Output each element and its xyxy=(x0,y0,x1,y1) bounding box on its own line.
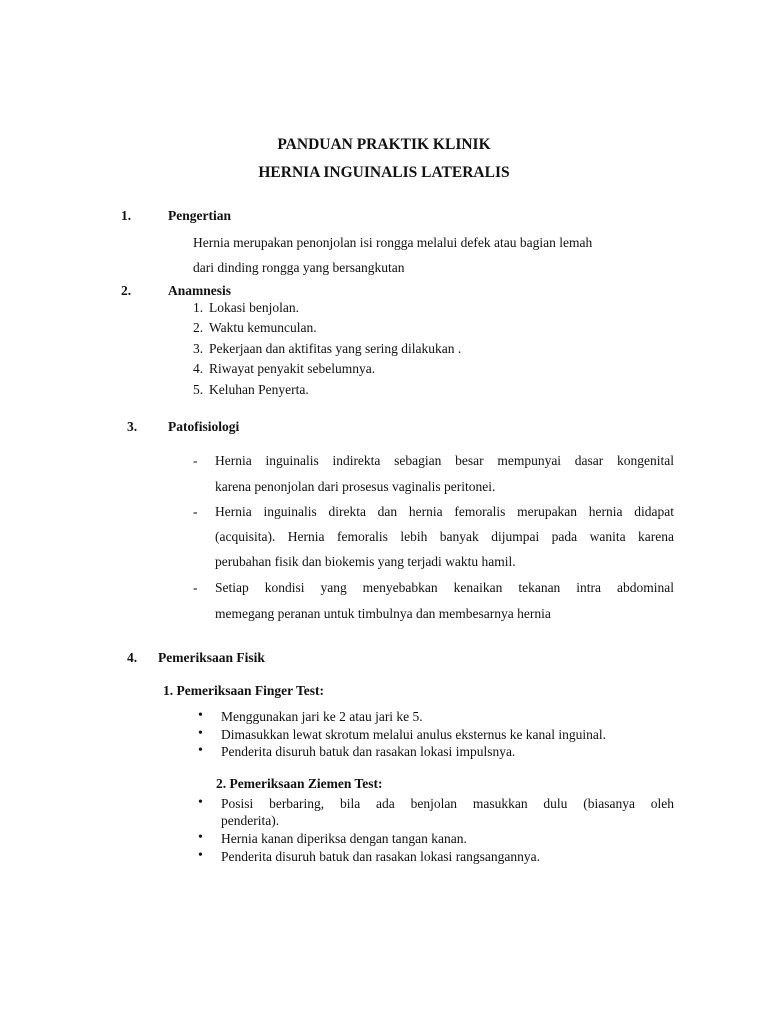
document-subtitle: HERNIA INGUINALIS LATERALIS xyxy=(258,164,510,181)
subsection-heading-ziemen-test: 2. Pemeriksaan Ziemen Test: xyxy=(216,776,383,791)
section-heading-anamnesis: Anamnesis xyxy=(168,283,232,298)
anamnesis-item-number: 2. xyxy=(193,320,204,335)
anamnesis-item-text: Pekerjaan dan aktifitas yang sering dilakukan . xyxy=(209,341,462,356)
bullet: • xyxy=(198,743,203,758)
pengertian-line-2: dari dinding rongga yang bersangkutan xyxy=(193,260,405,275)
finger-test-item: Menggunakan jari ke 2 atau jari ke 5. xyxy=(221,709,423,724)
document-title: PANDUAN PRAKTIK KLINIK xyxy=(277,136,491,153)
ziemen-test-item-3: Penderita disuruh batuk dan rasakan lokasi rangsangannya. xyxy=(221,849,541,864)
patofisiologi-item-2-line-2: (acquisita). Hernia femoralis lebih banyak dijumpai pada wanita karena xyxy=(215,529,674,544)
anamnesis-item-text: Waktu kemunculan. xyxy=(209,320,317,335)
bullet: • xyxy=(198,726,203,741)
bullet: • xyxy=(198,708,203,723)
pengertian-line-1: Hernia merupakan penonjolan isi rongga melalui defek atau bagian lemah xyxy=(193,235,593,250)
patofisiologi-item-1-line-1: Hernia inguinalis indirekta sebagian besar mempunyai dasar kongenital xyxy=(215,453,674,468)
subsection-heading-finger-test: 1. Pemeriksaan Finger Test: xyxy=(163,683,324,698)
finger-test-item: Dimasukkan lewat skrotum melalui anulus eksternus ke kanal inguinal. xyxy=(221,727,607,742)
bullet: • xyxy=(198,848,203,863)
ziemen-test-item-1-line-2: penderita). xyxy=(221,813,280,828)
list-dash: - xyxy=(193,504,198,519)
anamnesis-item-number: 5. xyxy=(193,382,204,397)
bullet: • xyxy=(198,830,203,845)
list-dash: - xyxy=(193,580,198,595)
section-number-2: 2. xyxy=(121,283,132,298)
list-dash: - xyxy=(193,453,198,468)
anamnesis-item-number: 4. xyxy=(193,361,204,376)
bullet: • xyxy=(198,795,203,810)
ziemen-test-item-1-line-1: Posisi berbaring, bila ada benjolan masukkan dulu (biasanya oleh xyxy=(221,796,674,811)
section-heading-patofisiologi: Patofisiologi xyxy=(168,419,240,434)
anamnesis-item-text: Riwayat penyakit sebelumnya. xyxy=(209,361,376,376)
anamnesis-item-number: 3. xyxy=(193,341,204,356)
patofisiologi-item-3-line-2: memegang peranan untuk timbulnya dan membesarnya hernia xyxy=(215,606,551,621)
anamnesis-item-number: 1. xyxy=(193,300,204,315)
anamnesis-item-text: Lokasi benjolan. xyxy=(209,300,299,315)
patofisiologi-item-2-line-3: perubahan fisik dan biokemis yang terjadi waktu hamil. xyxy=(215,554,516,569)
anamnesis-item-text: Keluhan Penyerta. xyxy=(209,382,309,397)
patofisiologi-item-2-line-1: Hernia inguinalis direkta dan hernia femoralis merupakan hernia didapat xyxy=(215,504,674,519)
patofisiologi-item-1-line-2: karena penonjolan dari prosesus vaginalis peritonei. xyxy=(215,479,496,494)
patofisiologi-item-3-line-1: Setiap kondisi yang menyebabkan kenaikan tekanan intra abdominal xyxy=(215,580,674,595)
section-number-1: 1. xyxy=(121,208,132,223)
section-heading-pemeriksaan-fisik: Pemeriksaan Fisik xyxy=(158,650,265,665)
section-number-4: 4. xyxy=(127,650,138,665)
finger-test-item: Penderita disuruh batuk dan rasakan lokasi impulsnya. xyxy=(221,744,516,759)
section-number-3: 3. xyxy=(127,419,138,434)
ziemen-test-item-2: Hernia kanan diperiksa dengan tangan kanan. xyxy=(221,831,467,846)
section-heading-pengertian: Pengertian xyxy=(168,208,231,223)
